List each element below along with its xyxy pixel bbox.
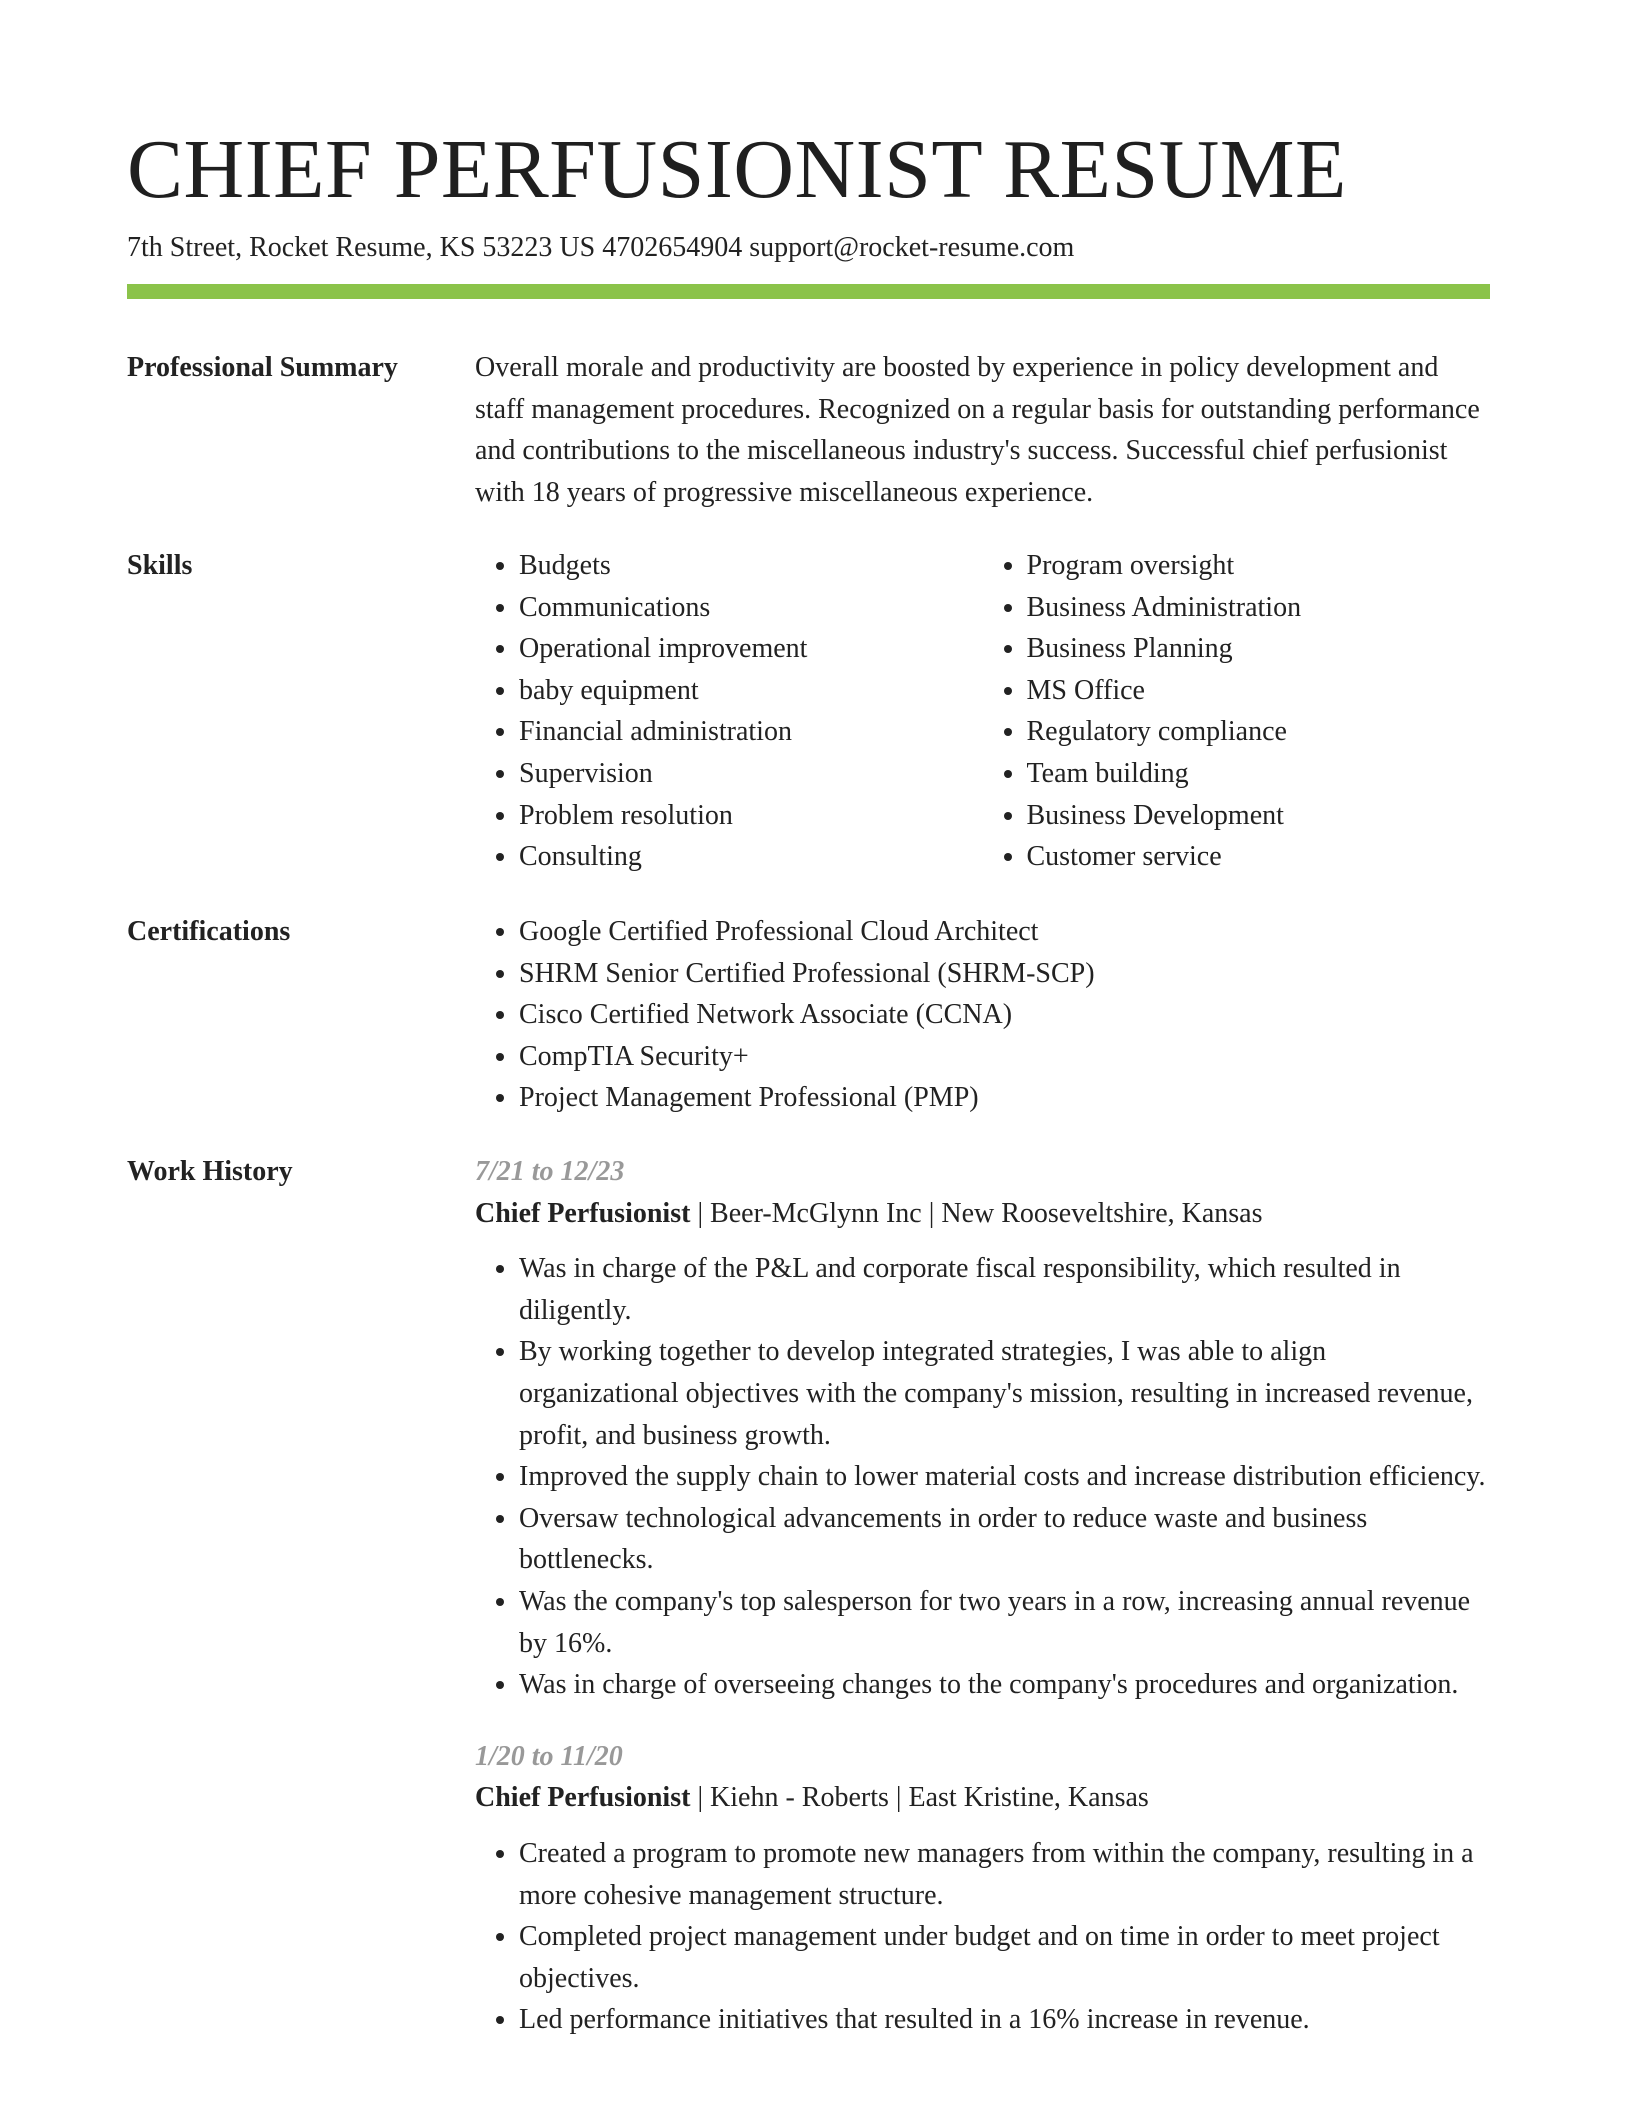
job-details: | Beer-McGlynn Inc | New Rooseveltshire, Kansas	[690, 1197, 1263, 1229]
job-title: Chief Perfusionist	[475, 1197, 691, 1229]
skill-item: • Communications	[519, 587, 983, 629]
certifications-list	[475, 911, 1490, 1119]
certifications-body	[475, 911, 1490, 1119]
job-bullet: • Completed project management under budget and on time in order to meet project objectives.	[519, 1916, 1490, 1999]
job-bullet: • By working together to develop integrated strategies, I was able to align organizational objectives with the company's mission, resulting in increased revenue, profit, and business growth.	[519, 1331, 1490, 1456]
job-bullet: • Led performance initiatives that resulted in a 16% increase in revenue.	[519, 1999, 1490, 2041]
certification-item: • Google Certified Professional Cloud Architect	[519, 911, 1490, 953]
job-bullet: • Was in charge of the P&L and corporate fiscal responsibility, which resulted in diligently.	[519, 1248, 1490, 1331]
job-entry	[475, 1736, 1490, 2041]
job-bullet: • Was in charge of overseeing changes to the company's procedures and organization.	[519, 1664, 1490, 1706]
work-history-label: Work History	[127, 1156, 293, 1187]
skill-item: • Operational improvement	[519, 628, 983, 670]
skills-body	[475, 545, 1490, 878]
skill-item: • Problem resolution	[519, 795, 983, 837]
skill-item: • Team building	[1027, 753, 1491, 795]
job-heading	[475, 1193, 1490, 1235]
skill-item: • Regulatory compliance	[1027, 711, 1491, 753]
resume-title: CHIEF PERFUSIONIST RESUME	[127, 123, 1347, 216]
skill-item: • Business Development	[1027, 795, 1491, 837]
certification-item: • Cisco Certified Network Associate (CCNA)	[519, 994, 1490, 1036]
skills-columns	[475, 545, 1490, 878]
skills-label: Skills	[127, 550, 193, 581]
job-bullet: • Oversaw technological advancements in order to reduce waste and business bottlenecks.	[519, 1498, 1490, 1581]
skill-item: • Business Administration	[1027, 587, 1491, 629]
certification-item: • SHRM Senior Certified Professional (SHRM-SCP)	[519, 953, 1490, 995]
skill-item: • baby equipment	[519, 670, 983, 712]
summary-text: Overall morale and productivity are boosted by experience in policy development and staff management procedures. Recognized on a regular basis for outstanding performance and contributions to the miscellaneous industry's success. Successful chief perfusionist with 18 years of progressive miscellaneous experience.	[475, 352, 1480, 508]
job-bullet: • Was the company's top salesperson for two years in a row, increasing annual revenue by 16%.	[519, 1581, 1490, 1664]
header-divider	[127, 284, 1490, 299]
job-bullets	[475, 1248, 1490, 1706]
certifications-label: Certifications	[127, 916, 291, 947]
skill-item: • Program oversight	[1027, 545, 1491, 587]
contact-info: 7th Street, Rocket Resume, KS 53223 US 4702654904 support@rocket-resume.com	[127, 232, 1075, 263]
job-dates: 7/21 to 12/23	[475, 1156, 625, 1187]
skill-item: • Consulting	[519, 836, 983, 878]
skills-list-right	[983, 545, 1491, 878]
job-bullet: • Improved the supply chain to lower material costs and increase distribution efficiency.	[519, 1456, 1490, 1498]
work-history-body	[475, 1151, 1490, 2041]
skill-item: • Customer service	[1027, 836, 1491, 878]
job-title: Chief Perfusionist	[475, 1782, 691, 1814]
summary-body	[475, 347, 1490, 513]
skill-item: • Business Planning	[1027, 628, 1491, 670]
job-dates: 1/20 to 11/20	[475, 1740, 623, 1772]
job-bullet: • Created a program to promote new managers from within the company, resulting in a more cohesive management structure.	[519, 1833, 1490, 1916]
summary-label: Professional Summary	[127, 352, 398, 383]
certification-item: • Project Management Professional (PMP)	[519, 1077, 1490, 1119]
certification-item: • CompTIA Security+	[519, 1036, 1490, 1078]
skill-item: • Supervision	[519, 753, 983, 795]
job-bullets	[475, 1833, 1490, 2041]
skill-item: • MS Office	[1027, 670, 1491, 712]
skill-item: • Budgets	[519, 545, 983, 587]
job-details: | Kiehn - Roberts | East Kristine, Kansas	[690, 1782, 1149, 1814]
skills-list-left	[475, 545, 983, 878]
job-entry	[475, 1151, 1490, 1706]
job-heading	[475, 1777, 1490, 1819]
skill-item: • Financial administration	[519, 711, 983, 753]
